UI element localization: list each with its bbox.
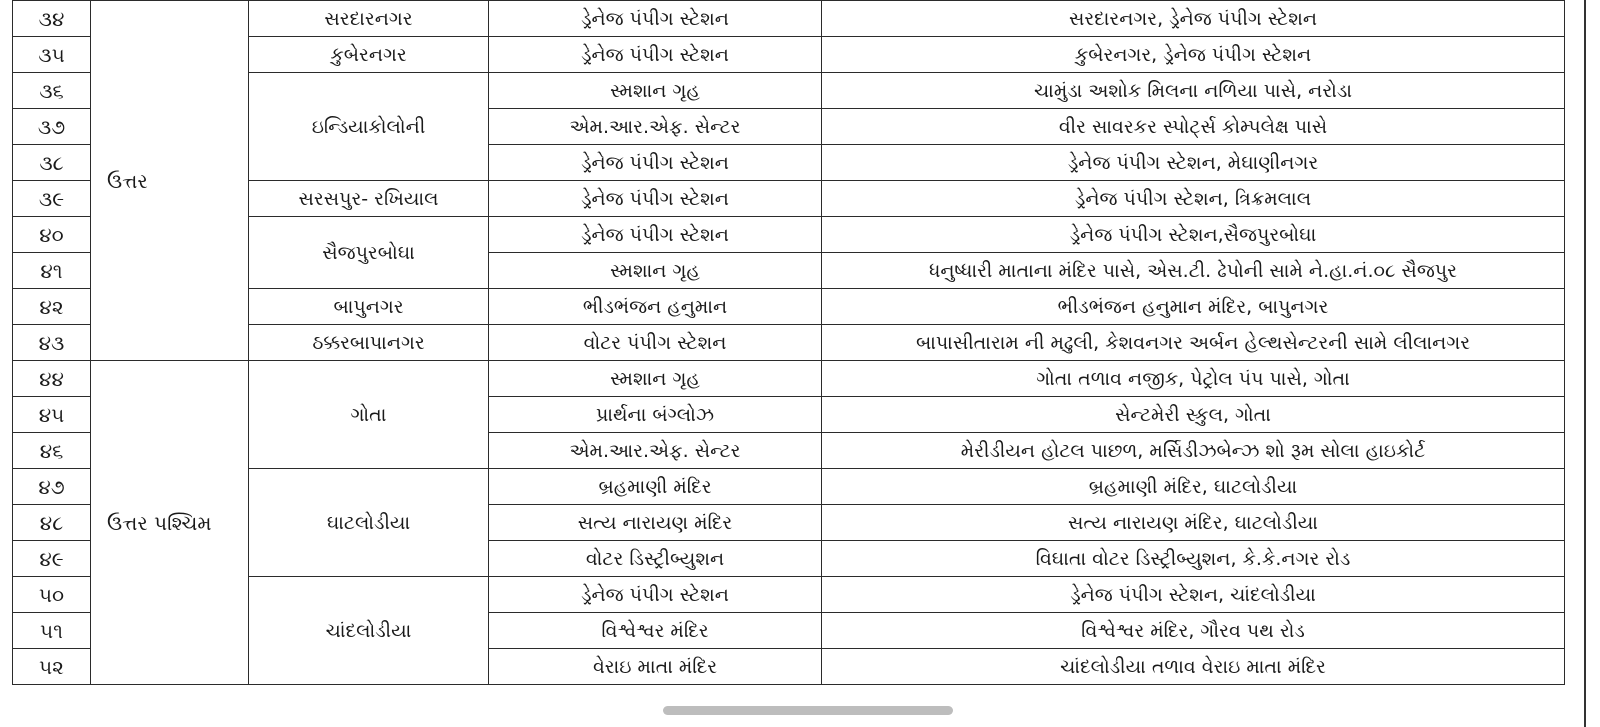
row-number: ૪૦ [13,217,91,253]
facility-type-cell: ડ્રેનેજ પંપીગ સ્ટેશન [489,1,822,37]
address-cell: બાપાસીતારામ ની મઢુલી, કેશવનગર અર્બન હેલ્થસેન્ટરની સામે લીલાનગર [822,325,1565,361]
zone-cell: ઉત્તર પશ્ચિમ [91,361,249,685]
row-number: ૫૧ [13,613,91,649]
row-number: ૩૫ [13,37,91,73]
ward-cell: ઠક્કરબાપાનગર [249,325,489,361]
ward-cell: સરસપુર- રખિયાલ [249,181,489,217]
row-number: ૩૪ [13,1,91,37]
ward-cell: બાપુનગર [249,289,489,325]
facility-type-cell: વોટર પંપીગ સ્ટેશન [489,325,822,361]
ward-cell: કુબેરનગર [249,37,489,73]
row-number: ૪૮ [13,505,91,541]
row-number: ૪૭ [13,469,91,505]
ward-cell: ઇન્ડિયાકોલોની [249,73,489,181]
row-number: ૪૪ [13,361,91,397]
facility-type-cell: ડ્રેનેજ પંપીગ સ્ટેશન [489,37,822,73]
address-cell: ચાંદલોડીયા તળાવ વેરાઇ માતા મંદિર [822,649,1565,685]
row-number: ૩૬ [13,73,91,109]
ward-cell: સરદારનગર [249,1,489,37]
address-cell: મેરીડીયન હોટલ પાછળ, મર્સિડીઝબેન્ઝ શો રૂમ સોલા હાઇકોર્ટ [822,433,1565,469]
address-cell: સેન્ટમેરી સ્કુલ, ગોતા [822,397,1565,433]
address-cell: ડ્રેનેજ પંપીગ સ્ટેશન, ચાંદલોડીયા [822,577,1565,613]
row-number: ૪૯ [13,541,91,577]
facility-type-cell: સ્મશાન ગૃહ [489,73,822,109]
address-cell: ડ્રેનેજ પંપીગ સ્ટેશન, મેઘાણીનગર [822,145,1565,181]
facility-type-cell: સ્મશાન ગૃહ [489,361,822,397]
address-cell: બ્રહમાણી મંદિર, ઘાટલોડીયા [822,469,1565,505]
horizontal-scroll-indicator[interactable] [663,706,953,715]
facility-type-cell: ડ્રેનેજ પંપીગ સ્ટેશન [489,145,822,181]
facility-type-cell: ડ્રેનેજ પંપીગ સ્ટેશન [489,577,822,613]
row-number: ૪૧ [13,253,91,289]
address-cell: સત્ય નારાયણ મંદિર, ઘાટલોડીયા [822,505,1565,541]
address-cell: ભીડભંજન હનુમાન મંદિર, બાપુનગર [822,289,1565,325]
row-number: ૪૫ [13,397,91,433]
facility-type-cell: વેરાઇ માતા મંદિર [489,649,822,685]
address-cell: ડ્રેનેજ પંપીગ સ્ટેશન, ત્રિક્રમલાલ [822,181,1565,217]
facility-type-cell: સ્મશાન ગૃહ [489,253,822,289]
table-row [13,361,1565,397]
zone-cell: ઉત્તર [91,1,249,361]
row-number: ૫૦ [13,577,91,613]
address-cell: સરદારનગર, ડ્રેનેજ પંપીગ સ્ટેશન [822,1,1565,37]
ward-cell: સૈજપુરબોઘા [249,217,489,289]
row-number: ૩૭ [13,109,91,145]
facility-type-cell: ડ્રેનેજ પંપીગ સ્ટેશન [489,181,822,217]
facility-type-cell: ભીડભંજન હનુમાન [489,289,822,325]
address-cell: ધનુષ્ધારી માતાના મંદિર પાસે, એસ.ટી. ઢેપોની સામે ને.હા.નં.૦૮ સૈજપુર [822,253,1565,289]
facility-type-cell: વિશ્વેશ્વર મંદિર [489,613,822,649]
row-number: ૩૯ [13,181,91,217]
ward-cell: ઘાટલોડીયા [249,469,489,577]
ward-cell: ચાંદલોડીયા [249,577,489,685]
locations-table [12,0,1565,685]
facility-type-cell: એમ.આર.એફ. સેન્ટર [489,109,822,145]
page-edge-border [1584,0,1586,727]
facility-type-cell: એમ.આર.એફ. સેન્ટર [489,433,822,469]
facility-type-cell: સત્ય નારાયણ મંદિર [489,505,822,541]
address-cell: વીર સાવરકર સ્પોર્ટ્સ કોમ્પલેક્ષ પાસે [822,109,1565,145]
row-number: ૪૩ [13,325,91,361]
table-row [13,1,1565,37]
facility-type-cell: વોટર ડિસ્ટ્રીબ્યુશન [489,541,822,577]
row-number: ૪૨ [13,289,91,325]
address-cell: વિઘાતા વોટર ડિસ્ટ્રીબ્યુશન, કે.કે.નગર રોડ [822,541,1565,577]
address-cell: વિશ્વેશ્વર મંદિર, ગૌરવ પથ રોડ [822,613,1565,649]
facility-type-cell: બ્રહમાણી મંદિર [489,469,822,505]
row-number: ૫૨ [13,649,91,685]
facility-type-cell: પ્રાર્થના બંગ્લોઝ [489,397,822,433]
row-number: ૩૮ [13,145,91,181]
facility-type-cell: ડ્રેનેજ પંપીગ સ્ટેશન [489,217,822,253]
address-cell: ગોતા તળાવ નજીક, પેટ્રોલ પંપ પાસે, ગોતા [822,361,1565,397]
row-number: ૪૬ [13,433,91,469]
address-cell: કુબેરનગર, ડ્રેનેજ પંપીગ સ્ટેશન [822,37,1565,73]
address-cell: ડ્રેનેજ પંપીગ સ્ટેશન,સૈજપુરબોઘા [822,217,1565,253]
ward-cell: ગોતા [249,361,489,469]
address-cell: ચામુંડા અશોક મિલના નળિયા પાસે, નરોડા [822,73,1565,109]
